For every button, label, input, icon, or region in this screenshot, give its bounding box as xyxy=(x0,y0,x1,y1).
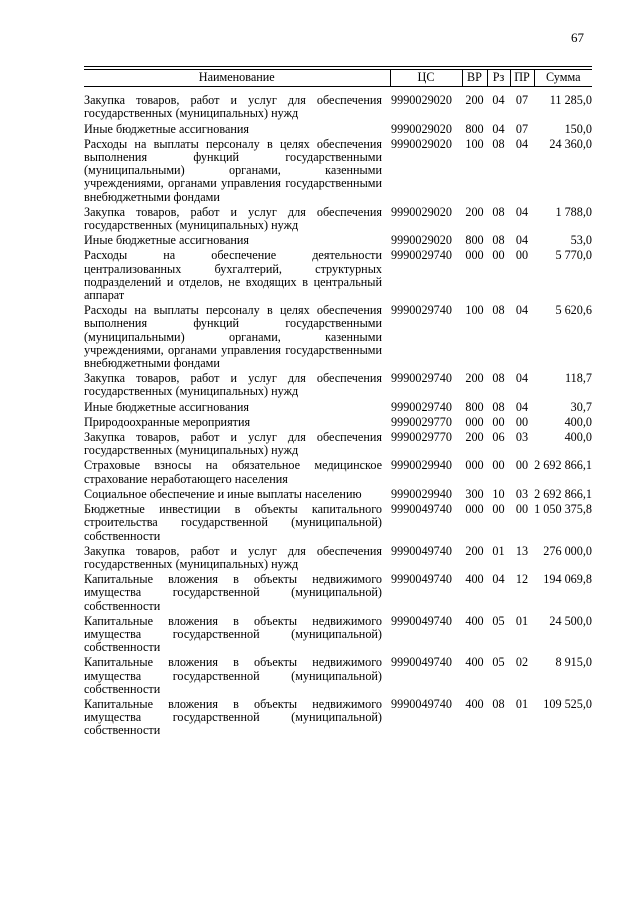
cell-vr: 400 xyxy=(465,655,484,670)
cell-sum: 109 525,0 xyxy=(543,696,592,711)
cell-sum: 150,0 xyxy=(564,121,592,136)
cell-name: Иные бюджетные ассигнования xyxy=(84,233,250,248)
cell-sum: 24 500,0 xyxy=(549,613,592,628)
table-top-rule xyxy=(84,66,592,67)
cell-name: Бюджетные инвестиции в объекты капитального строительства государственной (муниципальной) собственности xyxy=(84,502,382,543)
cell-sum: 5 620,6 xyxy=(555,303,592,318)
cell-name: Закупка товаров, работ и услуг для обеспечения государственных (муниципальных) нужд xyxy=(84,430,382,458)
table-row xyxy=(84,416,592,431)
cell-pr: 04 xyxy=(515,204,529,219)
cell-vr: 800 xyxy=(465,399,484,414)
cell-rz: 05 xyxy=(492,655,505,670)
cell-cs: 9990049740 xyxy=(391,655,452,670)
cell-rz: 00 xyxy=(492,458,505,473)
cell-sum: 24 360,0 xyxy=(549,136,592,151)
cell-pr: 00 xyxy=(515,458,529,473)
table-row xyxy=(84,698,592,740)
cell-name: Закупка товаров, работ и услуг для обеспечения государственных (муниципальных) нужд xyxy=(84,204,382,233)
cell-name: Социальное обеспечение и иные выплаты населению xyxy=(84,486,362,501)
cell-pr: 07 xyxy=(515,121,529,136)
cell-sum: 118,7 xyxy=(565,371,592,386)
cell-sum: 276 000,0 xyxy=(543,543,592,558)
cell-sum: 400,0 xyxy=(564,414,592,429)
cell-sum: 194 069,8 xyxy=(543,572,592,587)
cell-name: Расходы на выплаты персоналу в целях обеспечения выполнения функций государственными (муниципальными) органами, казенными учреждениями, органами управления государственными внебюджетными фондами xyxy=(84,136,382,204)
cell-vr: 200 xyxy=(465,430,484,445)
cell-sum: 5 770,0 xyxy=(555,248,592,263)
cell-cs: 9990049740 xyxy=(391,502,452,517)
cell-pr: 07 xyxy=(515,93,529,108)
cell-rz: 00 xyxy=(492,414,505,429)
cell-pr: 04 xyxy=(515,371,529,386)
cell-sum: 8 915,0 xyxy=(555,655,592,670)
cell-vr: 100 xyxy=(465,136,484,151)
cell-sum: 53,0 xyxy=(570,233,592,248)
cell-pr: 04 xyxy=(515,399,529,414)
header-cs: ЦС xyxy=(390,70,462,87)
cell-cs: 9990029740 xyxy=(391,371,452,386)
table-row xyxy=(84,431,592,459)
cell-pr: 03 xyxy=(515,430,529,445)
header-sum: Сумма xyxy=(534,70,592,87)
table-row xyxy=(84,615,592,657)
cell-cs: 9990029770 xyxy=(391,414,452,429)
table-row xyxy=(84,656,592,698)
cell-rz: 08 xyxy=(492,696,505,711)
cell-name: Капитальные вложения в объекты недвижимого имущества государственной (муниципальной) собственности xyxy=(84,572,382,613)
cell-name: Капитальные вложения в объекты недвижимого имущества государственной (муниципальной) собственности xyxy=(84,696,382,738)
table-row xyxy=(84,304,592,372)
cell-cs: 9990029020 xyxy=(391,204,452,219)
cell-sum: 1 050 375,8 xyxy=(534,502,592,517)
cell-pr: 01 xyxy=(515,696,529,711)
cell-rz: 05 xyxy=(492,613,505,628)
cell-sum: 2 692 866,1 xyxy=(534,458,592,473)
cell-pr: 13 xyxy=(515,543,529,558)
cell-rz: 08 xyxy=(492,233,505,248)
cell-name: Расходы на обеспечение деятельности централизованных бухгалтерий, структурных подразделений и отделов, не входящих в центральный аппарат xyxy=(84,248,382,303)
cell-pr: 04 xyxy=(515,303,529,318)
cell-name: Иные бюджетные ассигнования xyxy=(84,399,250,414)
cell-sum: 400,0 xyxy=(564,430,592,445)
cell-vr: 400 xyxy=(465,696,484,711)
table-header-row xyxy=(84,70,592,87)
cell-rz: 08 xyxy=(492,136,505,151)
cell-pr: 01 xyxy=(515,613,529,628)
cell-sum: 2 692 866,1 xyxy=(534,486,592,501)
cell-cs: 9990029020 xyxy=(391,136,452,151)
cell-vr: 000 xyxy=(465,458,484,473)
table-row xyxy=(84,206,592,234)
cell-rz: 04 xyxy=(492,93,505,108)
table-row xyxy=(84,573,592,615)
cell-name: Закупка товаров, работ и услуг для обеспечения государственных (муниципальных) нужд xyxy=(84,543,382,571)
cell-pr: 00 xyxy=(515,502,529,517)
cell-sum: 1 788,0 xyxy=(555,204,592,219)
cell-rz: 10 xyxy=(492,486,505,501)
cell-cs: 9990029740 xyxy=(391,399,452,414)
cell-vr: 100 xyxy=(465,303,484,318)
table-row xyxy=(84,503,592,545)
cell-vr: 200 xyxy=(465,93,484,108)
cell-vr: 000 xyxy=(465,502,484,517)
cell-vr: 000 xyxy=(465,248,484,263)
header-vr: ВР xyxy=(462,70,487,87)
table-row xyxy=(84,249,592,304)
cell-cs: 9990029020 xyxy=(391,93,452,108)
table-row xyxy=(84,87,592,123)
cell-name: Капитальные вложения в объекты недвижимого имущества государственной (муниципальной) собственности xyxy=(84,655,382,696)
cell-name: Расходы на выплаты персоналу в целях обеспечения выполнения функций государственными (муниципальными) органами, казенными учреждениями, органами управления государственными внебюджетными фондами xyxy=(84,303,382,371)
cell-name: Закупка товаров, работ и услуг для обеспечения государственных (муниципальных) нужд xyxy=(84,371,382,399)
cell-vr: 300 xyxy=(465,486,484,501)
cell-rz: 08 xyxy=(492,399,505,414)
cell-rz: 04 xyxy=(492,572,505,587)
cell-pr: 04 xyxy=(515,136,529,151)
cell-cs: 9990049740 xyxy=(391,543,452,558)
cell-name: Капитальные вложения в объекты недвижимого имущества государственной (муниципальной) собственности xyxy=(84,613,382,655)
table-row xyxy=(84,459,592,487)
cell-vr: 800 xyxy=(465,121,484,136)
cell-name: Иные бюджетные ассигнования xyxy=(84,121,250,136)
budget-table-container xyxy=(84,66,592,740)
table-row xyxy=(84,138,592,206)
cell-vr: 000 xyxy=(465,414,484,429)
cell-rz: 08 xyxy=(492,204,505,219)
cell-vr: 200 xyxy=(465,543,484,558)
cell-vr: 200 xyxy=(465,204,484,219)
cell-cs: 9990049740 xyxy=(391,613,452,628)
page-number: 67 xyxy=(571,30,584,45)
cell-cs: 9990029020 xyxy=(391,121,452,136)
cell-rz: 00 xyxy=(492,248,505,263)
cell-cs: 9990049740 xyxy=(391,572,452,587)
cell-name: Природоохранные мероприятия xyxy=(84,414,251,429)
cell-cs: 9990029020 xyxy=(391,233,452,248)
cell-rz: 00 xyxy=(492,502,505,517)
cell-pr: 03 xyxy=(515,486,529,501)
cell-vr: 400 xyxy=(465,613,484,628)
cell-vr: 800 xyxy=(465,233,484,248)
cell-cs: 9990029940 xyxy=(391,486,452,501)
cell-sum: 11 285,0 xyxy=(549,93,592,108)
cell-pr: 00 xyxy=(515,414,529,429)
cell-rz: 04 xyxy=(492,121,505,136)
table-row xyxy=(84,488,592,503)
cell-name: Страховые взносы на обязательное медицинское страхование неработающего населения xyxy=(84,458,382,486)
cell-sum: 30,7 xyxy=(570,399,592,414)
cell-pr: 04 xyxy=(515,233,529,248)
cell-pr: 12 xyxy=(515,572,529,587)
table-row xyxy=(84,545,592,573)
budget-table xyxy=(84,69,592,740)
table-body xyxy=(84,87,592,740)
table-row xyxy=(84,372,592,400)
cell-pr: 00 xyxy=(515,248,529,263)
table-row xyxy=(84,234,592,249)
cell-rz: 01 xyxy=(492,543,505,558)
cell-vr: 400 xyxy=(465,572,484,587)
header-pr: ПР xyxy=(510,70,534,87)
cell-pr: 02 xyxy=(515,655,529,670)
cell-cs: 9990029940 xyxy=(391,458,452,473)
cell-cs: 9990049740 xyxy=(391,696,452,711)
table-row xyxy=(84,123,592,138)
cell-rz: 08 xyxy=(492,303,505,318)
cell-cs: 9990029770 xyxy=(391,430,452,445)
cell-cs: 9990029740 xyxy=(391,248,452,263)
cell-rz: 06 xyxy=(492,430,505,445)
cell-vr: 200 xyxy=(465,371,484,386)
cell-cs: 9990029740 xyxy=(391,303,452,318)
cell-rz: 08 xyxy=(492,371,505,386)
header-rz: Рз xyxy=(487,70,510,87)
header-name: Наименование xyxy=(84,70,390,87)
table-row xyxy=(84,401,592,416)
cell-name: Закупка товаров, работ и услуг для обеспечения государственных (муниципальных) нужд xyxy=(84,93,382,121)
